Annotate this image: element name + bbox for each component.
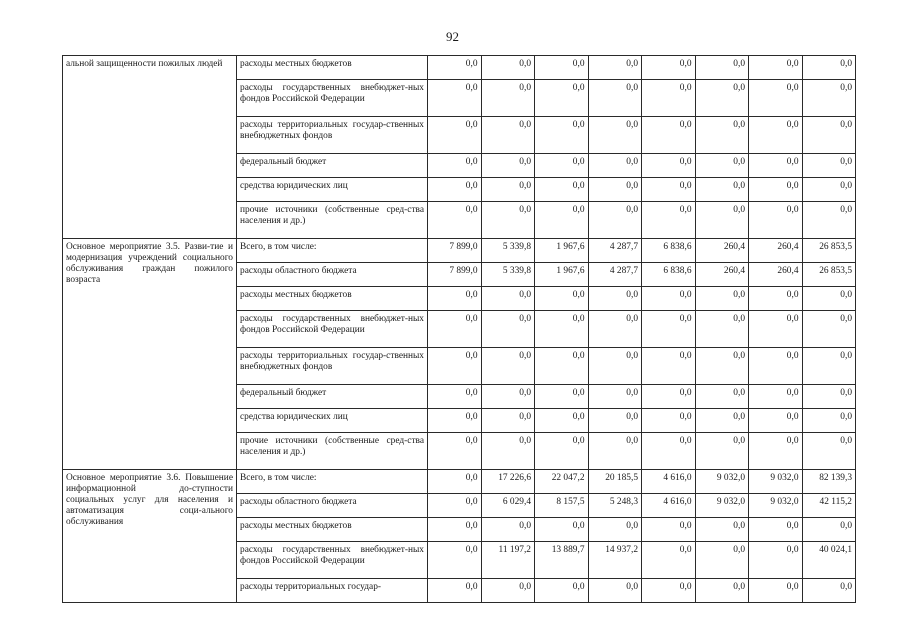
value-cell: 0,0 <box>428 154 482 178</box>
value-cell: 0,0 <box>588 56 642 80</box>
value-cell: 0,0 <box>588 409 642 433</box>
value-cell: 0,0 <box>749 409 803 433</box>
value-cell: 0,0 <box>535 56 589 80</box>
value-cell: 0,0 <box>802 154 856 178</box>
value-cell: 9 032,0 <box>695 470 749 494</box>
value-cell: 0,0 <box>749 154 803 178</box>
value-cell: 6 838,6 <box>642 239 696 263</box>
value-cell: 0,0 <box>695 311 749 348</box>
value-cell: 42 115,2 <box>802 494 856 518</box>
page-number: 92 <box>446 29 459 44</box>
value-cell: 260,4 <box>749 263 803 287</box>
funding-source-cell: прочие источники (собственные сред-ства населения и др.) <box>237 433 428 470</box>
value-cell: 0,0 <box>695 409 749 433</box>
value-cell: 0,0 <box>428 178 482 202</box>
funding-source-cell: расходы территориальных государ- <box>237 579 428 603</box>
value-cell: 4 287,7 <box>588 239 642 263</box>
value-cell: 0,0 <box>802 433 856 470</box>
value-cell: 0,0 <box>749 385 803 409</box>
value-cell: 0,0 <box>749 518 803 542</box>
value-cell: 0,0 <box>642 579 696 603</box>
value-cell: 0,0 <box>695 202 749 239</box>
table-row <box>63 239 856 263</box>
value-cell: 8 157,5 <box>535 494 589 518</box>
value-cell: 5 248,3 <box>588 494 642 518</box>
funding-source-cell: расходы государственных внебюджет-ных фондов Российской Федерации <box>237 80 428 117</box>
value-cell: 0,0 <box>695 56 749 80</box>
value-cell: 0,0 <box>481 287 535 311</box>
funding-source-cell: расходы местных бюджетов <box>237 56 428 80</box>
value-cell: 0,0 <box>642 409 696 433</box>
funding-source-cell: расходы областного бюджета <box>237 263 428 287</box>
value-cell: 0,0 <box>535 348 589 385</box>
value-cell: 0,0 <box>642 311 696 348</box>
value-cell: 0,0 <box>481 433 535 470</box>
value-cell: 0,0 <box>749 202 803 239</box>
value-cell: 0,0 <box>428 433 482 470</box>
funding-source-cell: расходы государственных внебюджет-ных фондов Российской Федерации <box>237 311 428 348</box>
value-cell: 0,0 <box>535 287 589 311</box>
value-cell: 0,0 <box>428 409 482 433</box>
value-cell: 0,0 <box>749 56 803 80</box>
value-cell: 0,0 <box>428 518 482 542</box>
funding-source-cell: расходы территориальных государ-ственных внебюджетных фондов <box>237 117 428 154</box>
value-cell: 0,0 <box>695 178 749 202</box>
value-cell: 260,4 <box>749 239 803 263</box>
value-cell: 0,0 <box>802 56 856 80</box>
value-cell: 0,0 <box>642 348 696 385</box>
value-cell: 0,0 <box>695 154 749 178</box>
value-cell: 0,0 <box>749 433 803 470</box>
value-cell: 0,0 <box>535 154 589 178</box>
funding-source-cell: федеральный бюджет <box>237 154 428 178</box>
value-cell: 0,0 <box>749 348 803 385</box>
funding-source-cell: расходы государственных внебюджет-ных фондов Российской Федерации <box>237 542 428 579</box>
value-cell: 0,0 <box>695 433 749 470</box>
event-cell: Основное мероприятие 3.6. Повышение информационной до-ступности социальных услуг для населения и автоматизация соци-ального обслуживания <box>63 470 237 603</box>
value-cell: 0,0 <box>535 80 589 117</box>
value-cell: 0,0 <box>588 117 642 154</box>
value-cell: 0,0 <box>642 287 696 311</box>
value-cell: 0,0 <box>802 311 856 348</box>
value-cell: 5 339,8 <box>481 263 535 287</box>
value-cell: 0,0 <box>535 385 589 409</box>
value-cell: 0,0 <box>481 518 535 542</box>
value-cell: 0,0 <box>695 348 749 385</box>
value-cell: 4 616,0 <box>642 470 696 494</box>
value-cell: 0,0 <box>588 154 642 178</box>
value-cell: 0,0 <box>642 117 696 154</box>
value-cell: 0,0 <box>481 409 535 433</box>
value-cell: 0,0 <box>749 117 803 154</box>
value-cell: 0,0 <box>588 579 642 603</box>
value-cell: 0,0 <box>642 433 696 470</box>
value-cell: 6 029,4 <box>481 494 535 518</box>
value-cell: 0,0 <box>802 178 856 202</box>
value-cell: 0,0 <box>749 287 803 311</box>
value-cell: 22 047,2 <box>535 470 589 494</box>
value-cell: 0,0 <box>802 385 856 409</box>
funding-source-cell: расходы местных бюджетов <box>237 518 428 542</box>
funding-source-cell: средства юридических лиц <box>237 409 428 433</box>
value-cell: 0,0 <box>642 56 696 80</box>
budget-table-body <box>63 56 856 603</box>
value-cell: 0,0 <box>749 579 803 603</box>
value-cell: 0,0 <box>481 154 535 178</box>
table-row <box>63 56 856 80</box>
value-cell: 0,0 <box>695 518 749 542</box>
value-cell: 0,0 <box>749 178 803 202</box>
value-cell: 9 032,0 <box>695 494 749 518</box>
value-cell: 0,0 <box>428 287 482 311</box>
value-cell: 20 185,5 <box>588 470 642 494</box>
table-row <box>63 470 856 494</box>
value-cell: 0,0 <box>802 579 856 603</box>
value-cell: 9 032,0 <box>749 494 803 518</box>
value-cell: 0,0 <box>428 311 482 348</box>
value-cell: 0,0 <box>481 56 535 80</box>
event-cell: Основное мероприятие 3.5. Разви-тие и модернизация учреждений социального обслуживания граждан пожилого возраста <box>63 239 237 470</box>
value-cell: 0,0 <box>535 311 589 348</box>
value-cell: 26 853,5 <box>802 263 856 287</box>
value-cell: 13 889,7 <box>535 542 589 579</box>
value-cell: 0,0 <box>481 348 535 385</box>
value-cell: 4 616,0 <box>642 494 696 518</box>
value-cell: 0,0 <box>588 348 642 385</box>
value-cell: 0,0 <box>749 311 803 348</box>
value-cell: 0,0 <box>695 542 749 579</box>
value-cell: 5 339,8 <box>481 239 535 263</box>
value-cell: 0,0 <box>535 178 589 202</box>
value-cell: 1 967,6 <box>535 263 589 287</box>
funding-source-cell: средства юридических лиц <box>237 178 428 202</box>
value-cell: 0,0 <box>802 80 856 117</box>
value-cell: 260,4 <box>695 239 749 263</box>
event-cell: альной защищенности пожилых людей <box>63 56 237 239</box>
value-cell: 40 024,1 <box>802 542 856 579</box>
funding-source-cell: Всего, в том числе: <box>237 470 428 494</box>
funding-source-cell: прочие источники (собственные сред-ства населения и др.) <box>237 202 428 239</box>
value-cell: 0,0 <box>588 178 642 202</box>
value-cell: 0,0 <box>428 117 482 154</box>
value-cell: 0,0 <box>481 117 535 154</box>
value-cell: 0,0 <box>802 518 856 542</box>
value-cell: 26 853,5 <box>802 239 856 263</box>
value-cell: 17 226,6 <box>481 470 535 494</box>
budget-table <box>62 55 856 603</box>
funding-source-cell: расходы территориальных государ-ственных внебюджетных фондов <box>237 348 428 385</box>
funding-source-cell: федеральный бюджет <box>237 385 428 409</box>
value-cell: 0,0 <box>588 80 642 117</box>
value-cell: 0,0 <box>535 202 589 239</box>
value-cell: 0,0 <box>588 433 642 470</box>
value-cell: 0,0 <box>588 311 642 348</box>
value-cell: 82 139,3 <box>802 470 856 494</box>
value-cell: 0,0 <box>802 202 856 239</box>
value-cell: 0,0 <box>642 385 696 409</box>
value-cell: 7 899,0 <box>428 263 482 287</box>
value-cell: 11 197,2 <box>481 542 535 579</box>
value-cell: 0,0 <box>642 80 696 117</box>
value-cell: 0,0 <box>428 348 482 385</box>
value-cell: 0,0 <box>588 202 642 239</box>
value-cell: 0,0 <box>695 385 749 409</box>
value-cell: 0,0 <box>535 518 589 542</box>
funding-source-cell: расходы местных бюджетов <box>237 287 428 311</box>
value-cell: 0,0 <box>642 178 696 202</box>
value-cell: 0,0 <box>588 287 642 311</box>
value-cell: 4 287,7 <box>588 263 642 287</box>
value-cell: 0,0 <box>535 409 589 433</box>
value-cell: 0,0 <box>428 542 482 579</box>
value-cell: 0,0 <box>481 80 535 117</box>
value-cell: 0,0 <box>481 579 535 603</box>
value-cell: 0,0 <box>428 385 482 409</box>
value-cell: 0,0 <box>481 178 535 202</box>
value-cell: 14 937,2 <box>588 542 642 579</box>
value-cell: 0,0 <box>802 117 856 154</box>
funding-source-cell: расходы областного бюджета <box>237 494 428 518</box>
value-cell: 0,0 <box>642 542 696 579</box>
value-cell: 0,0 <box>695 117 749 154</box>
funding-source-cell: Всего, в том числе: <box>237 239 428 263</box>
value-cell: 0,0 <box>802 348 856 385</box>
value-cell: 0,0 <box>428 202 482 239</box>
value-cell: 0,0 <box>642 202 696 239</box>
value-cell: 0,0 <box>588 518 642 542</box>
value-cell: 0,0 <box>535 117 589 154</box>
value-cell: 0,0 <box>802 287 856 311</box>
value-cell: 0,0 <box>749 80 803 117</box>
value-cell: 1 967,6 <box>535 239 589 263</box>
value-cell: 0,0 <box>428 470 482 494</box>
value-cell: 0,0 <box>695 287 749 311</box>
value-cell: 0,0 <box>428 80 482 117</box>
value-cell: 0,0 <box>535 433 589 470</box>
value-cell: 0,0 <box>481 202 535 239</box>
value-cell: 0,0 <box>802 409 856 433</box>
value-cell: 0,0 <box>481 385 535 409</box>
value-cell: 0,0 <box>428 579 482 603</box>
value-cell: 0,0 <box>428 494 482 518</box>
value-cell: 260,4 <box>695 263 749 287</box>
value-cell: 0,0 <box>695 579 749 603</box>
value-cell: 7 899,0 <box>428 239 482 263</box>
value-cell: 0,0 <box>535 579 589 603</box>
value-cell: 0,0 <box>642 518 696 542</box>
value-cell: 0,0 <box>642 154 696 178</box>
value-cell: 0,0 <box>749 542 803 579</box>
value-cell: 0,0 <box>481 311 535 348</box>
value-cell: 6 838,6 <box>642 263 696 287</box>
value-cell: 9 032,0 <box>749 470 803 494</box>
value-cell: 0,0 <box>588 385 642 409</box>
value-cell: 0,0 <box>428 56 482 80</box>
value-cell: 0,0 <box>695 80 749 117</box>
